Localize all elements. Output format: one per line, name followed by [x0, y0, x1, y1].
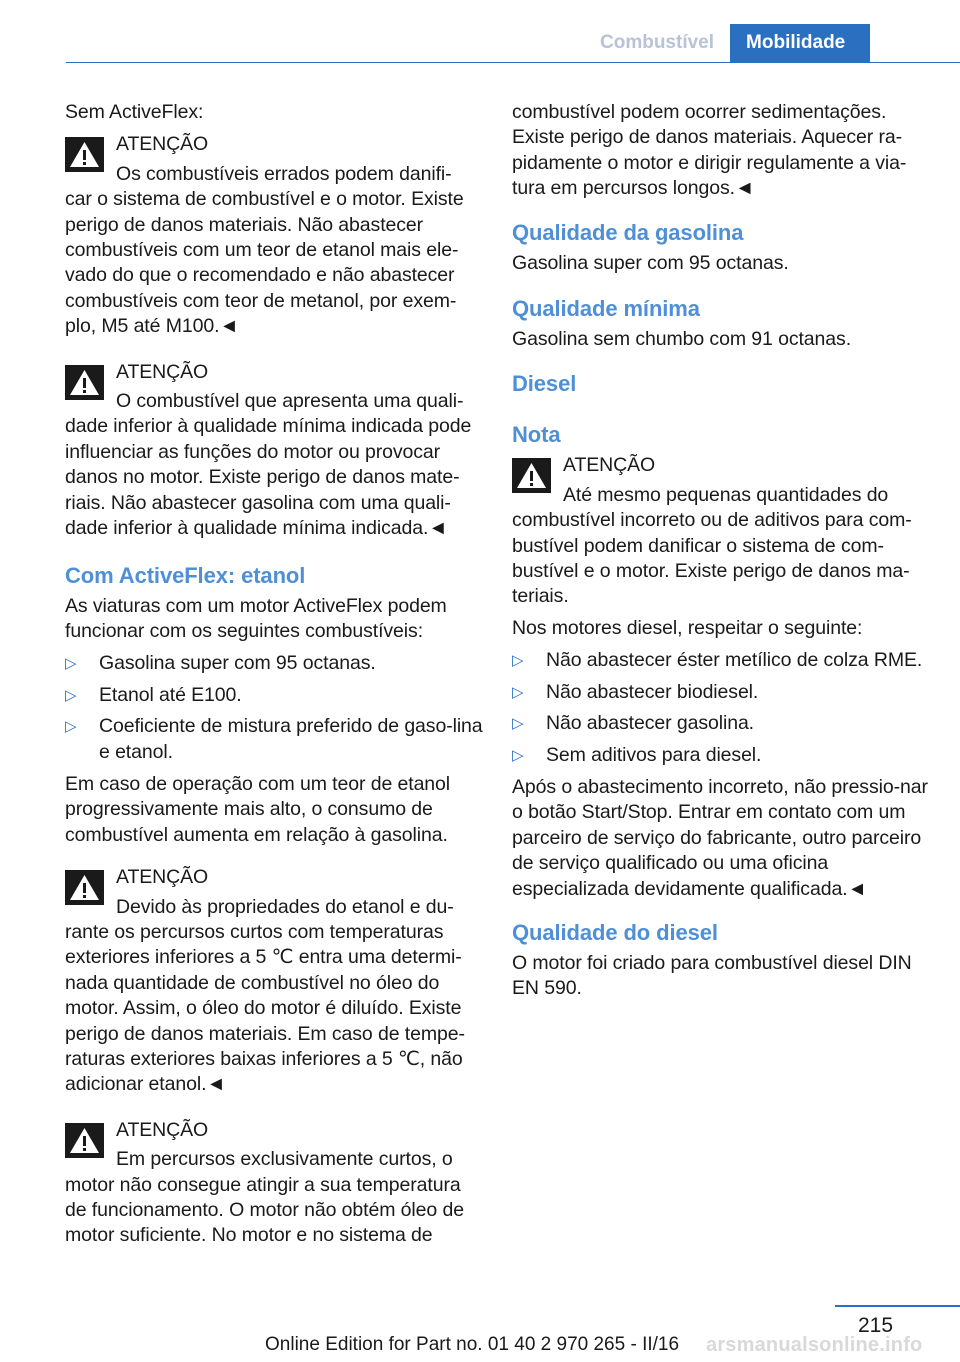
- warning-block: [65, 360, 483, 542]
- warning-text-first: Até mesmo pequenas quantidades do: [563, 483, 889, 506]
- warning-triangle-icon: [65, 870, 104, 905]
- bullet-triangle-icon: ▷: [512, 715, 524, 733]
- warning-block: [65, 1118, 483, 1249]
- warning-text-first: Os combustíveis errados podem danifi-: [116, 162, 452, 185]
- list-item: ▷ Não abastecer gasolina.: [512, 711, 930, 736]
- warning-triangle-icon: [65, 137, 104, 172]
- heading-minima: Qualidade mínima: [512, 296, 700, 322]
- heading-qualidade-diesel: Qualidade do diesel: [512, 919, 718, 945]
- heading-nota: Nota: [512, 422, 561, 448]
- gasolina-text: Gasolina super com 95 octanas.: [512, 251, 789, 274]
- warning-text: dade inferior à qualidade mínima indicada pode influenciar as funções do motor ou provocar danos no motor. Existe perigo de danos mate-riais. Não abastecer gasolina com uma quali-dade inferior à qualidade mínima indicada.◄: [65, 415, 472, 540]
- tab-combustivel[interactable]: Combustível: [584, 24, 730, 62]
- heading-etanol: Com ActiveFlex: etanol: [65, 562, 306, 588]
- warning-title: ATENÇÃO: [116, 360, 209, 383]
- bullet-triangle-icon: ▷: [65, 686, 77, 704]
- warning-title: ATENÇÃO: [116, 133, 209, 156]
- warning-title: ATENÇÃO: [563, 454, 656, 477]
- warning-block: [512, 453, 930, 609]
- footer-divider: [835, 1305, 960, 1307]
- warning-triangle-icon: [65, 365, 104, 400]
- heading-gasolina: Qualidade da gasolina: [512, 219, 744, 245]
- continuation-text: combustível podem ocorrer sedimentações. Existe perigo de danos materiais. Aquecer ra-pidamente o motor e dirigir regulamente a via-tura em percursos longos.◄: [512, 101, 907, 200]
- list-item: ▷ Gasolina super com 95 octanas.: [65, 651, 483, 676]
- bullet-triangle-icon: ▷: [512, 652, 524, 670]
- warning-text: combustível incorreto ou de aditivos para com-bustível podem danificar o sistema de com-bustível e o motor. Existe perigo de danos ma-teriais.: [512, 509, 912, 608]
- page-number: 215: [858, 1314, 894, 1337]
- heading-diesel: Diesel: [512, 371, 577, 397]
- list-item: ▷ Coeficiente de mistura preferido de gaso-lina e etanol.: [65, 715, 483, 763]
- etanol-paragraph: Em caso de operação com um teor de etanol progressivamente mais alto, o consumo de combustível aumenta em relação à gasolina.: [65, 772, 451, 846]
- header-divider: [66, 62, 960, 63]
- etanol-list: [65, 651, 483, 765]
- header-tabs: [584, 24, 870, 62]
- bullet-triangle-icon: ▷: [512, 746, 524, 764]
- list-item: ▷ Etanol até E100.: [65, 683, 483, 708]
- warning-triangle-icon: [65, 1123, 104, 1158]
- watermark-text: arsmanualsonline.info: [706, 1334, 923, 1356]
- diesel-list: [512, 648, 930, 768]
- warning-triangle-icon: [512, 458, 551, 493]
- warning-text: car o sistema de combustível e o motor. Existe perigo de danos materiais. Não abastecer combustíveis com um teor de etanol mais ele-vado do que o recomendado e não abastecer combustíveis com teor de metanol, por exem-plo, M5 até M100.◄: [65, 188, 464, 338]
- intro-text: Sem ActiveFlex:: [65, 101, 204, 123]
- warning-text: rante os percursos curtos com temperaturas exteriores inferiores a 5 ℃ entra uma determi-nada quantidade de combustível no óleo do motor. Assim, o óleo do motor é diluído. Existe perigo de danos materiais. Em caso de tempe-raturas exteriores baixas inferiores a 5 ℃, não adicionar etanol.◄: [65, 920, 465, 1096]
- warning-text-first: Em percursos exclusivamente curtos, o: [116, 1148, 453, 1171]
- qualidade-diesel-text: O motor foi criado para combustível diesel DIN EN 590.: [512, 951, 912, 1000]
- warning-title: ATENÇÃO: [116, 866, 209, 889]
- warning-title: ATENÇÃO: [116, 1118, 209, 1141]
- edition-text: Online Edition for Part no. 01 40 2 970 265 - II/16: [265, 1334, 680, 1355]
- warning-text-first: Devido às propriedades do etanol e du-: [116, 895, 454, 918]
- diesel-intro: Nos motores diesel, respeitar o seguinte:: [512, 616, 863, 639]
- right-column: [512, 100, 930, 1002]
- minima-text: Gasolina sem chumbo com 91 octanas.: [512, 328, 852, 351]
- warning-block: [65, 865, 483, 1098]
- list-item: ▷ Sem aditivos para diesel.: [512, 743, 930, 768]
- etanol-intro: As viaturas com um motor ActiveFlex podem funcionar com os seguintes combustíveis:: [65, 594, 447, 642]
- list-item: ▷ Não abastecer biodiesel.: [512, 680, 930, 705]
- warning-text: motor não consegue atingir a sua temperatura de funcionamento. O motor não obtém óleo de motor suficiente. No motor e no sistema de: [65, 1173, 464, 1247]
- bullet-triangle-icon: ▷: [65, 655, 77, 673]
- list-item: ▷ Não abastecer éster metílico de colza RME.: [512, 648, 930, 673]
- bullet-triangle-icon: ▷: [512, 683, 524, 701]
- left-column: [65, 100, 483, 1269]
- diesel-paragraph: Após o abastecimento incorreto, não pressio-nar o botão Start/Stop. Entrar em contato com um parceiro de serviço do fabricante, outro parceiro de serviço qualificado ou uma oficina especializada devidamente qualificada.◄: [512, 775, 928, 900]
- warning-text-first: O combustível que apresenta uma quali-: [116, 390, 464, 413]
- tab-mobilidade[interactable]: Mobilidade: [730, 24, 870, 62]
- warning-block: [65, 132, 483, 339]
- bullet-triangle-icon: ▷: [65, 718, 77, 736]
